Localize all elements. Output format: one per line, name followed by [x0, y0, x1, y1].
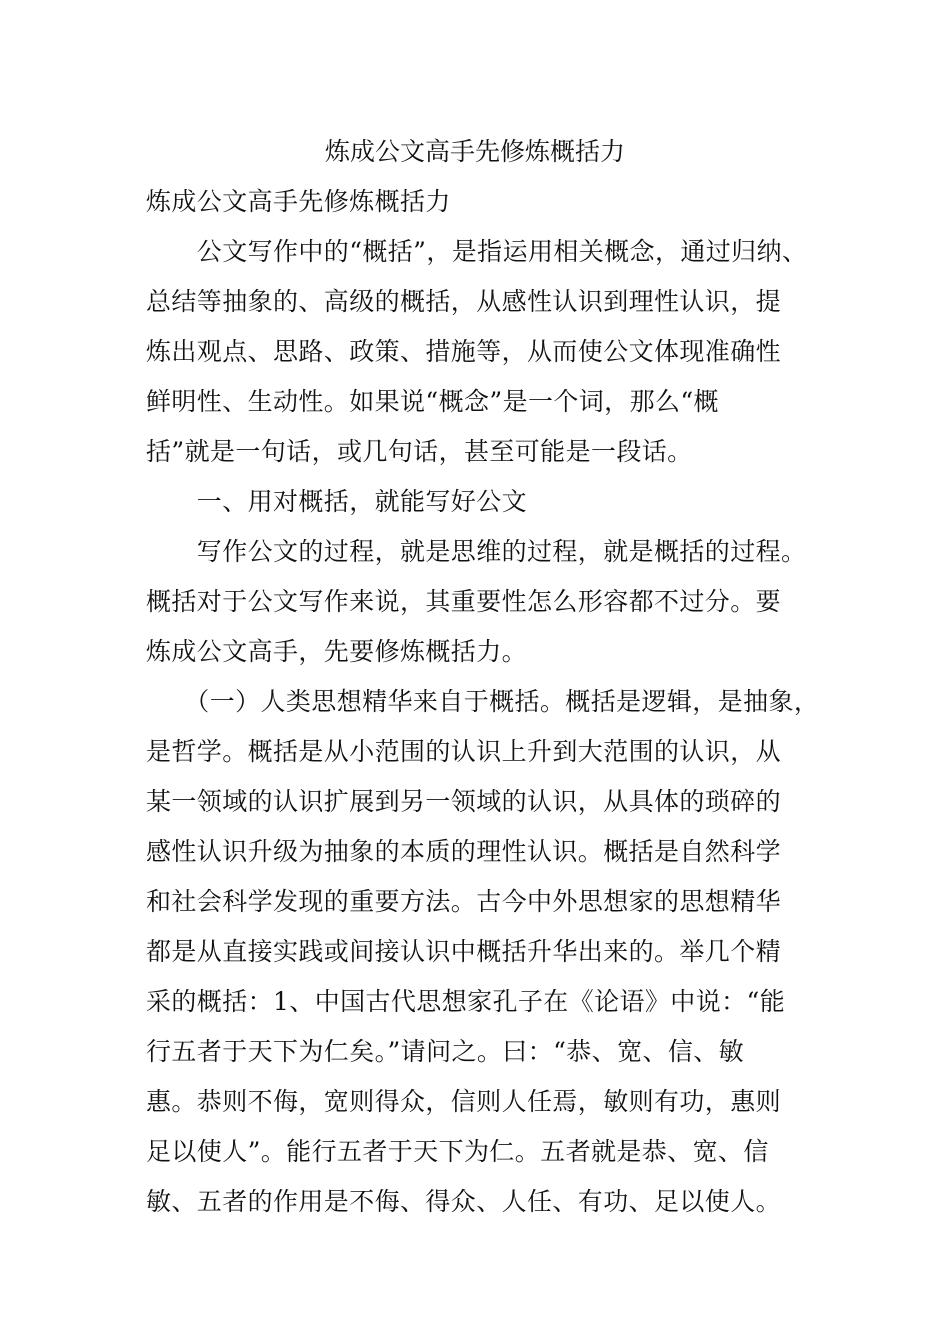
text-line: 敏、五者的作用是不侮、得众、人任、有功、足以使人。	[146, 1187, 782, 1216]
text-line: 炼出观点、思路、政策、措施等，从而使公文体现准确性	[146, 337, 782, 366]
text-line: （一）人类思想精华来自于概括。概括是逻辑，是抽象，	[146, 687, 820, 716]
text-line: 足以使人”。能行五者于天下为仁。五者就是恭、宽、信	[146, 1137, 769, 1166]
text-line: 括”就是一句话，或几句话，甚至可能是一段话。	[146, 437, 693, 466]
text-line: 某一领域的认识扩展到另一领域的认识，从具体的琐碎的	[146, 787, 782, 816]
text-line: 都是从直接实践或间接认识中概括升华出来的。举几个精	[146, 937, 782, 966]
text-line: 写作公文的过程，就是思维的过程，就是概括的过程。	[146, 537, 807, 566]
page-title: 炼成公文高手先修炼概括力	[324, 137, 625, 166]
text-line: 总结等抽象的、高级的概括，从感性认识到理性认识，提	[146, 287, 782, 316]
text-line: 惠。恭则不侮，宽则得众，信则人任焉，敏则有功，惠则	[146, 1087, 782, 1116]
section-heading: 一、用对概括，就能写好公文	[146, 487, 528, 516]
text-line: 概括对于公文写作来说，其重要性怎么形容都不过分。要	[146, 587, 782, 616]
text-line: 公文写作中的“概括”，是指运用相关概念，通过归纳、	[146, 237, 808, 266]
text-line: 炼成公文高手，先要修炼概括力。	[146, 637, 528, 666]
text-line: 行五者于天下为仁矣。”请问之。曰：“恭、宽、信、敏	[146, 1037, 745, 1066]
text-line: 采的概括：1、中国古代思想家孔子在《论语》中说：“能	[146, 987, 786, 1016]
text-line: 和社会科学发现的重要方法。古今中外思想家的思想精华	[146, 887, 782, 916]
subtitle-line: 炼成公文高手先修炼概括力	[146, 187, 451, 216]
text-line: 鲜明性、生动性。如果说“概念”是一个词，那么“概	[146, 387, 719, 416]
text-line: 是哲学。概括是从小范围的认识上升到大范围的认识，从	[146, 737, 782, 766]
text-line: 感性认识升级为抽象的本质的理性认识。概括是自然科学	[146, 837, 782, 866]
